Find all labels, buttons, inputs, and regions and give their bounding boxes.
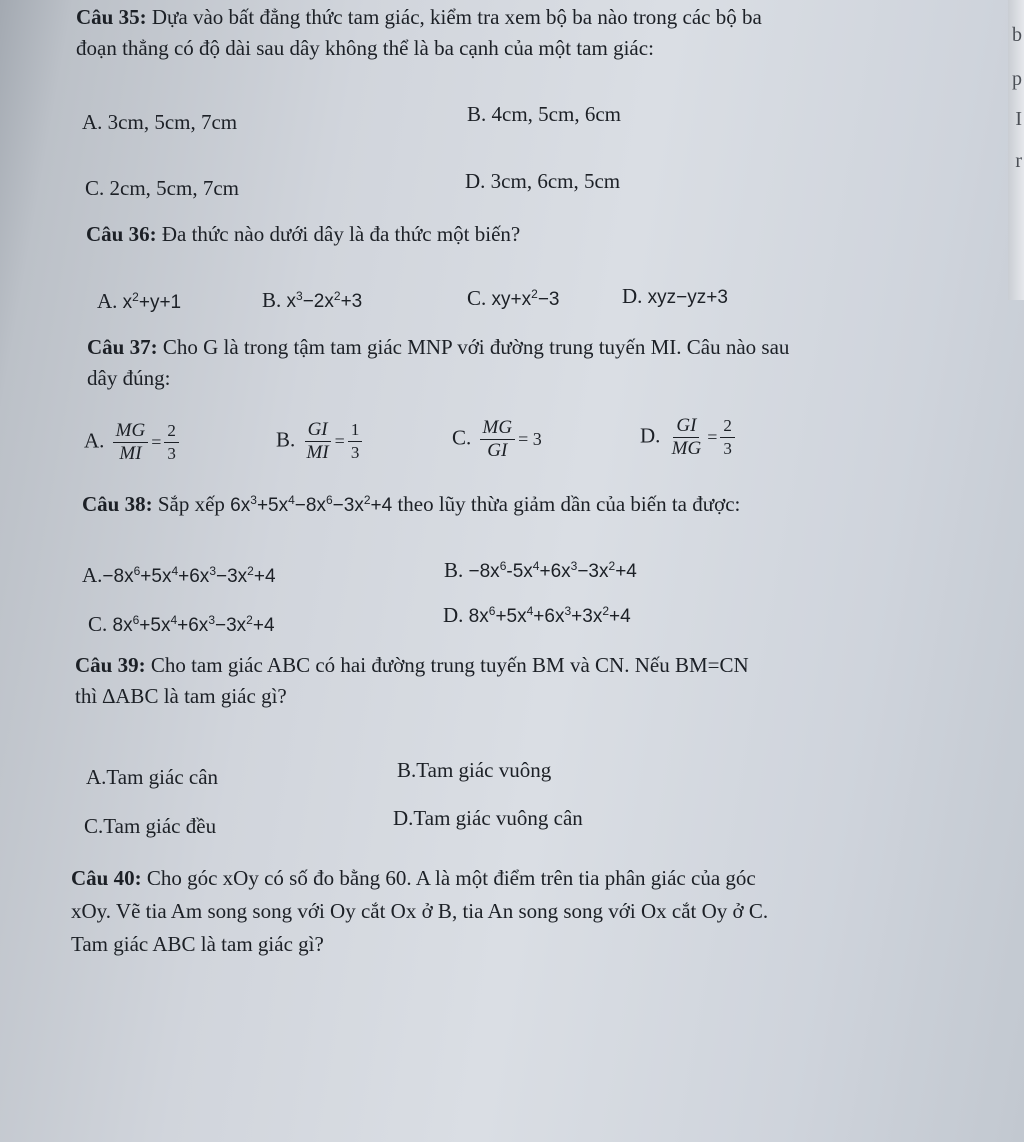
polynomial: $8x^6+5x^4+6x^3-3x^2+4$: [112, 613, 275, 636]
edge-glyph: b: [1012, 24, 1022, 46]
option-letter: C.: [88, 612, 108, 636]
fraction: $\frac{GI}{MI}$: [306, 419, 329, 463]
adjacent-page-edge: [1008, 0, 1024, 300]
polynomial: $8x^6+5x^4+6x^3+3x^2+4$: [468, 604, 631, 627]
answer-option-a: A.Tam giác cân: [86, 765, 219, 789]
question-text: Đa thức nào dưới dây là đa thức một biến?: [161, 222, 521, 246]
answer-option-a: [97, 289, 181, 314]
polynomial: $x^3-2x^2+3$: [286, 289, 363, 312]
answer-option-a: A. 3cm, 5cm, 7cm: [82, 110, 238, 134]
polynomial: $x^2+y+1$: [122, 290, 182, 313]
question-text: theo lũy thừa giảm dần của biến ta được:: [397, 492, 741, 516]
question-text: Sắp xếp: [157, 492, 225, 516]
option-letter: A.: [97, 289, 118, 313]
question-text: thì ∆ABC là tam giác gì?: [75, 684, 287, 708]
question-text: xOy. Vẽ tia Am song song với Oy cắt Ox ở B, tia An song song với Ox cắt Oy ở C.: [71, 899, 769, 923]
fraction: $\frac{1}{3}$: [348, 419, 363, 464]
polynomial: $xy+x^2-3$: [491, 287, 560, 310]
polynomial: $-8x^6-5x^4+6x^3-3x^2+4$: [468, 559, 637, 582]
option-letter: C.: [452, 425, 472, 450]
fraction: $\frac{2}{3}$: [164, 420, 179, 465]
edge-glyph: r: [1015, 150, 1022, 172]
option-letter: C.: [467, 286, 487, 310]
answer-option-d: D.Tam giác vuông cân: [393, 806, 583, 830]
option-letter: A.: [84, 428, 105, 453]
answer-option-d: D. 3cm, 6cm, 5cm: [465, 169, 621, 193]
question-text: Cho góc xOy có số đo bằng 60. A là một điểm trên tia phân giác của góc: [146, 866, 756, 890]
option-letter: B.: [444, 558, 464, 582]
answer-option-b: B. 4cm, 5cm, 6cm: [467, 102, 621, 126]
question-text: đoạn thẳng có độ dài sau dây không thể là ba cạnh của một tam giác:: [76, 36, 654, 60]
answer-option-b: [444, 558, 637, 583]
question-35: [76, 2, 956, 64]
answer-option-c: [88, 612, 275, 637]
question-text: Tam giác ABC là tam giác gì?: [71, 932, 324, 956]
answer-option-d: D. $\frac{GI}{MG}$ = $\frac{2}{3}$: [640, 415, 738, 460]
answer-option-b: B. $\frac{GI}{MI}$ = $\frac{1}{3}$: [276, 419, 365, 464]
option-letter: D.: [443, 603, 464, 627]
answer-option-c: C.Tam giác đều: [84, 814, 217, 838]
answer-option-a: [82, 563, 276, 588]
question-label: Câu 39:: [75, 653, 146, 677]
option-letter: D.: [622, 284, 643, 308]
question-40: [71, 862, 961, 961]
question-36: [86, 219, 946, 250]
option-letter: B.: [262, 288, 282, 312]
fraction: $\frac{MG}{MI}$: [113, 420, 149, 465]
question-39-line-1: [75, 650, 955, 681]
answer-option-c: [467, 286, 559, 311]
answer-option-d: [622, 284, 728, 309]
question-label: Câu 40:: [71, 866, 142, 890]
answer-option-b: B.Tam giác vuông: [397, 758, 552, 782]
question-label: Câu 35:: [76, 5, 147, 29]
question-text: Cho G là trong tậm tam giác MNP với đường trung tuyến MI. Câu nào sau: [162, 335, 790, 359]
question-label: Câu 38:: [82, 492, 153, 516]
answer-option-a: A. $\frac{MG}{MI}$ = $\frac{2}{3}$: [84, 420, 182, 465]
question-39: [75, 650, 955, 712]
question-38: [82, 489, 962, 521]
question-text: Dựa vào bất đẳng thức tam giác, kiểm tra xem bộ ba nào trong các bộ ba: [151, 5, 762, 29]
answer-option-c: C. $\frac{MG}{GI}$ = 3: [452, 417, 542, 461]
answer-option-d: [443, 603, 631, 628]
option-letter: B.: [276, 427, 296, 452]
question-40-line-1: [71, 862, 961, 895]
edge-glyph: I: [1015, 108, 1022, 130]
question-37-line-1: [87, 332, 947, 363]
answer-option-b: [262, 288, 362, 313]
question-label: Câu 37:: [87, 335, 158, 359]
option-letter: A.: [82, 563, 103, 587]
question-37: [87, 332, 947, 394]
polynomial: $-8x^6+5x^4+6x^3-3x^2+4$: [102, 564, 276, 587]
question-text: dây đúng:: [87, 366, 171, 390]
answer-option-c: C. 2cm, 5cm, 7cm: [85, 176, 239, 200]
fraction: $\frac{MG}{GI}$: [480, 417, 516, 462]
polynomial: $6x^3+5x^4-8x^6-3x^2+4$: [230, 493, 393, 516]
fraction: $\frac{GI}{MG}$: [671, 415, 702, 459]
polynomial: xyz−yz+3: [647, 287, 728, 308]
question-label: Câu 36:: [86, 222, 157, 246]
question-35-line-1: [76, 2, 956, 33]
question-text: Cho tam giác ABC có hai đường trung tuyến BM và CN. Nếu BM=CN: [150, 653, 749, 677]
edge-glyph: p: [1012, 68, 1022, 90]
fraction: $\frac{2}{3}$: [720, 415, 735, 460]
option-letter: D.: [640, 423, 661, 448]
